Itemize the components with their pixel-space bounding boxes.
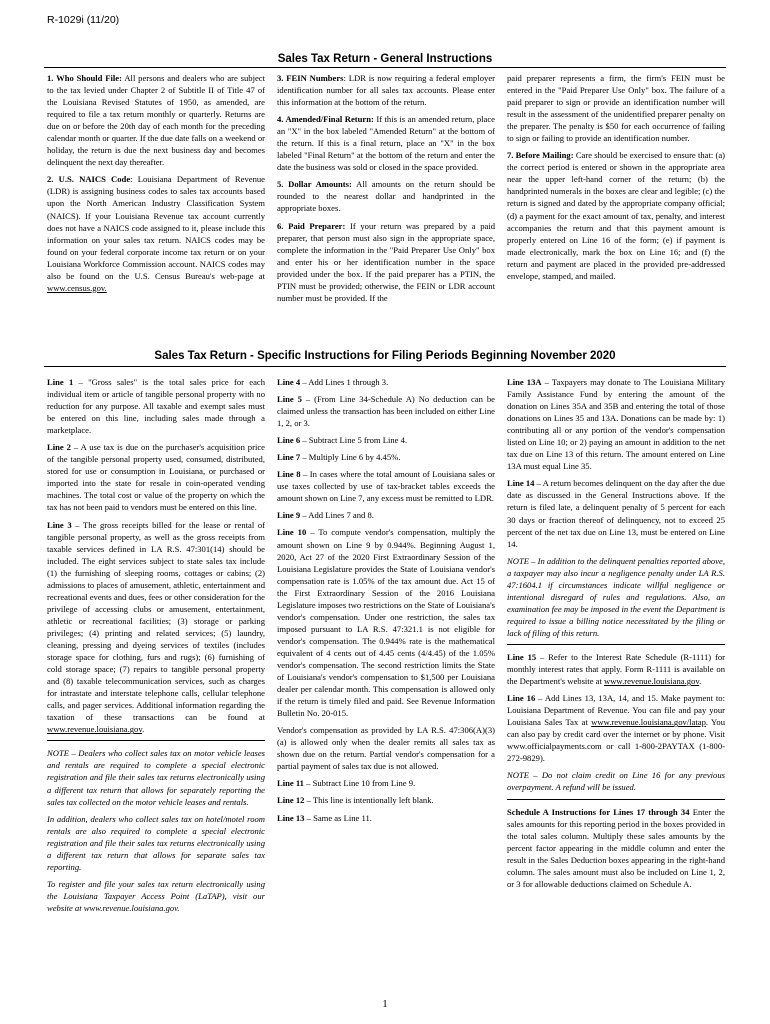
website-link[interactable]: www.revenue.louisiana.gov/latap [591,717,706,728]
instruction-heading: Line 4 [277,377,301,387]
instruction-text: – Same as Line 11. [304,812,372,823]
instruction-text: Care should be exercised to ensure that: (a) the correct period is entered or shown in the appropriate area near the upper left-hand corner of the return; (b) the handprinted numerals in the boxes are clear and legible; (c) the return is signed and dated by the appropriate company official; (d) a payment for the exact amount of tax, penalty, and interest accompanies the return and that this payment amount is properly entered on Line 16 of the form; (e) if payment is made electronically, mark the box on Line 16; and (f) the return and payment are placed in the provided pre-addressed envelope, stamped, and mailed. [507,150,726,281]
note-paragraph: NOTE – Do not claim credit on Line 16 for any previous overpayment. A refund will be issued. [507,770,725,793]
instruction-paragraph [47,72,265,168]
section-divider [507,644,725,645]
instruction-text: – Subtract Line 5 from Line 4. [300,435,408,446]
instruction-heading: Line 14 [507,478,535,489]
instruction-heading: Line 9 [277,510,301,521]
instruction-paragraph [507,72,725,144]
instruction-text: All persons and dealers who are subject to the tax levied under Chapter 2 of Subtitle II of Title 47 of the Louisiana Revised Statutes of 1950, as amended, are required to file a tax return monthly or quarterly. Returns are due on or before the 20th day of each month for the preceding calendar month or quarter. If the due date falls on a weekend or holiday, the return is due the next business day and becomes delinquent the next day thereafter. [47,73,265,168]
note-paragraph: In addition, dealers who collect sales tax on hotel/motel room rentals are also required to complete a special electronic registration and file their sales tax returns electronically using a different tax return that allows for separate sales tax reporting. [47,813,265,872]
website-link[interactable]: www.revenue.louisiana.gov [47,724,143,735]
instruction-paragraph [277,468,495,504]
note-paragraph: NOTE – Dealers who collect sales tax on motor vehicle leases and rentals are required to complete a special electronic registration and file their sales tax returns electronically using a different tax return that allows for separately reporting the sales tax collected on the motor vehicle leases and rentals. [47,748,265,807]
specific-column-3 [507,376,725,895]
instruction-paragraph [277,812,495,824]
instruction-paragraph [277,178,495,214]
instruction-heading: Line 11 [277,778,304,789]
instruction-paragraph [507,806,725,890]
instruction-text: – Subtract Line 10 from Line 9. [303,778,416,789]
specific-column-1 [47,376,265,919]
website-link[interactable]: www.census.gov. [47,282,107,293]
instruction-paragraph [277,376,495,388]
instruction-paragraph [507,651,725,687]
general-column-3 [507,72,725,287]
instruction-heading: 3. FEIN Numbers [277,73,344,83]
page-number: 1 [382,998,388,1010]
instruction-heading: Line 5 [277,394,302,405]
title-rule [44,67,726,68]
instruction-text: – Add Lines 1 through 3. [300,377,389,387]
instruction-paragraph [277,724,495,772]
instruction-heading: 7. Before Mailing: [507,150,574,161]
instruction-paragraph [47,376,265,436]
instruction-paragraph [277,220,495,304]
instruction-heading: 1. Who Should File: [47,73,122,83]
instruction-text: – In cases where the total amount of Louisiana sales or use taxes collected by use of tax-bracket tables exceeds the amount shown on Line 7, any excess must be remitted to LDR. [277,469,495,504]
instruction-paragraph [277,113,495,173]
instruction-text: – A return becomes delinquent on the day after the due date as discussed in the General Instructions above. If the return is filed late, a delinquent penalty of 5 percent for each 30 days or fraction thereof of delinquency, not to exceed 25 percent of the net tax due on Line 13, must be entered on Line 14. [507,478,725,549]
instruction-text: – Multiply Line 6 by 4.45%. [300,452,401,463]
instruction-text: – Taxpayers may donate to The Louisiana Military Family Assistance Fund by entering the amount of the donation on Lines 35A and 35B and entering the total of those donations on Lines 35 and 13A. Donations can be made by: 1) contributing all or any portion of the vendor's compensation listed on Line 10; or 2) paying an amount in addition to the net tax due on Line 13 of this return. The amount entered on Line 13A must equal Line 35. [507,377,725,472]
section-divider [47,740,265,741]
instruction-text: If this is an amended return, place an "X" in the box labeled "Amended Return" at the bottom of the return. If this is a final return, place an "X" in the box labeled "Final Return" at the bottom of the return and enter the date the business was sold or closed in the space provided. [277,114,495,173]
website-link[interactable]: www.revenue.louisiana.gov [604,676,700,687]
instruction-paragraph [277,794,495,806]
instruction-text: Enter the sales amounts for this reporting period in the boxes provided in the total sales column. Multiply these sales amounts by the percent factor appearing in the middle column and enter the result in the Sales Deduction boxes appearing in the right-hand column. The sales amount must also be included on Line 1, 2, or 3 for allowable deductions claimed on Schedule A. [507,806,725,889]
instruction-text: – Refer to the Interest Rate Schedule (R-1111) for monthly interest rates that apply. Form R-1111 is available on the Department's website at [507,651,725,687]
general-column-2 [277,72,495,309]
instruction-text: – To compute vendor's compensation, multiply the amount shown on Line 9 by 0.944%. Beginning August 1, 2020, Act 27 of the 2020 First Extraordinary Session of the Louisiana Legislature provides the State of Louisiana vendor's compensation rate is 1.05% of the tax amount due. Act 15 of the First Extraordinary Session of the 2016 Louisiana Legislature imposes two restrictions on the State of Louisiana's vendor's compensation. Under one restriction, the sales tax imposed pursuant to LA R.S. 47:321.1 is not eligible for vendor's compensation. The 0.944% rate is the mathematical equivalent of 4 cents out of 4.45 cents (4/4.45) of the 1.05% vendor's compensation. The second restriction limits the State of Louisiana's vendor's compensation to $1,500 per Louisiana dealer per calendar month. This compensation is allowed only if the return is timely filed and paid. See Revenue Information Bulletin No. 20-015. [277,527,495,719]
specific-instructions-title: Sales Tax Return - Specific Instructions for Filing Periods Beginning November 2020 [154,350,616,362]
instruction-paragraph [277,434,495,446]
instruction-heading: Line 16 [507,693,536,704]
instruction-heading: Line 8 [277,469,301,480]
section-divider [507,799,725,800]
instruction-heading: 2. U.S. NAICS Code [47,174,131,185]
instruction-text: – "Gross sales" is the total sales price for each individual item or article of tangible personal property with no reduction for any purpose. All taxable and exempt sales must be entered on this line, including sales made through a marketplace. [47,377,265,436]
instruction-paragraph [277,526,495,719]
instruction-heading: Line 3 [47,519,72,530]
instruction-text: All amounts on the return should be rounded to the nearest dollar and handprinted in the appropriate boxes. [277,179,496,214]
instruction-paragraph [277,509,495,521]
note-paragraph: NOTE – In addition to the delinquent penalties reported above, a taxpayer may also incur a negligence penalty under LA R.S. 47:1604.1 if circumstances indicate willful negligence or intentional disregard of rules and regulations. Also, an examination fee may be imposed in the event the Department is required to issue a billing notice necessitated by the filing or lack of filing of this return. [507,555,725,638]
instruction-text-tail: . [142,724,145,735]
instruction-heading: Line 15 [507,651,537,662]
instruction-text: – Add Lines 7 and 8. [300,510,374,521]
instruction-text-tail: . You can also pay by credit card over the internet or by phone. Visit www.officialpayments.com or call 1-800-2PAYTAX (1-800-272-9829). [507,717,725,764]
instruction-text: – A use tax is due on the purchaser's acquisition price of the tangible personal property used, consumed, distributed, stored for use or consumption in Louisiana, or purchased or imported into the state for resale in coin-operated vending machines. The total cost or value of the property on which the tax has not been paid to vendors must be entered on this line. [47,442,265,513]
specific-column-2 [277,376,495,829]
instruction-heading: Line 12 [277,795,305,806]
general-column-1 [47,72,265,299]
instruction-text: – (From Line 34-Schedule A) No deduction can be claimed unless the transaction has been included on either Line 1, 2, or 3. [277,394,495,429]
instruction-paragraph [277,451,495,463]
instruction-paragraph [47,173,265,293]
instruction-text: – The gross receipts billed for the lease or rental of tangible personal property, as well as the gross receipts from taxable services defined in LA R.S. 47:301(14) should be included. The eight services subject to state sales tax include (1) the furnishing of sleeping rooms, cottages or cabins; (2) admissions to places of amusement, athletic, entertainment and recreational events and dues, fees or other consideration for the privilege of accessing clubs or amusement, entertainment, athletic or recreational facilities; (3) storage or parking privileges; (4) printing and related services; (5) laundry, cleaning, pressing and dyeing services of textiles (includes storage space for clothing, furs and rugs); (6) furnishing of cold storage space; (7) repairs to tangible personal property and (8) taxable telecommunication services, such as charges for intrastate and interstate telephone calls, cellular telephone calls, and pager services. Additional information regarding the taxation of these transactions can be found at [47,519,265,723]
note-paragraph: To register and file your sales tax return electronically using the Louisiana Taxpayer Access Point (LaTAP), visit our website at www.revenue.louisiana.gov. [47,878,265,913]
instruction-text-tail: . [699,676,702,687]
instruction-heading: Line 10 [277,527,307,538]
instruction-heading: Line 6 [277,435,301,446]
instruction-text: Vendor's compensation as provided by LA R.S. 47:306(A)(3)(a) is allowed only when the dealer remits all sales tax as shown due on the return. Partial vendor's compensation for a partial payment of sales tax due is not allowed. [277,725,495,772]
instruction-heading: Schedule A Instructions for Lines 17 through 34 [507,806,690,817]
general-instructions-title: Sales Tax Return - General Instructions [277,53,493,65]
instruction-heading: 6. Paid Preparer: [277,220,346,231]
instruction-heading: Line 7 [277,452,301,463]
instruction-heading: 4. Amended/Final Return: [277,114,374,125]
instruction-paragraph [47,441,265,513]
instruction-paragraph [277,72,495,108]
instruction-heading: Line 13A [507,377,542,387]
instruction-text: – Add Lines 13, 13A, 14, and 15. Make payment to: Louisiana Department of Revenue. You can file and pay your Louisiana Sales Tax at [507,693,725,728]
instruction-text: paid preparer represents a firm, the firm's FEIN must be entered in the "Paid Preparer Use Only" box. The failure of a paid preparer to sign or provide an identification number will result in the assessment of the unidentified preparer penalty on the preparer. The penalty is $50 for each occurrence of failing to sign or failing to provide an identification number. [507,73,725,144]
instruction-text: : LDR is now requiring a federal employer identification number for all sales tax accounts. Please enter this information at the bottom of the return. [277,73,496,108]
instruction-text: – This line is intentionally left blank. [304,795,434,806]
instruction-paragraph [277,393,495,429]
instruction-heading: Line 2 [47,442,71,453]
title-rule [44,366,726,367]
instruction-paragraph [47,519,265,736]
instruction-text: If your return was prepared by a paid preparer, that person must also sign in the appropriate space, complete the information in the "Paid Preparer Use Only" box and enter his or her identification number in the space provided under the box. If the paid preparer has a PTIN, the PTIN must be provided; otherwise, the FEIN or LDR account number must be provided. If the [277,220,496,303]
instruction-heading: Line 1 [47,377,74,387]
instruction-paragraph [277,777,495,789]
instruction-text: : Louisiana Department of Revenue (LDR) is assigning business codes to sales tax accounts based upon the North American Industry Classification System (NAICS). If your Louisiana Revenue tax account currently does not have a NAICS code assigned to it, please include this information on your sales tax return. NAICS codes may be found on your federal corporate income tax return or on your Louisiana Workforce Commission account. NAICS codes may also be found on the U.S. Census Bureau's web-page at [47,174,265,281]
instruction-heading: Line 13 [277,812,305,823]
instruction-paragraph [507,376,725,472]
instruction-paragraph [507,477,725,549]
instruction-paragraph [507,692,725,764]
instruction-heading: 5. Dollar Amounts: [277,179,352,190]
form-number: R-1029i (11/20) [47,14,120,26]
instruction-paragraph [507,149,725,282]
